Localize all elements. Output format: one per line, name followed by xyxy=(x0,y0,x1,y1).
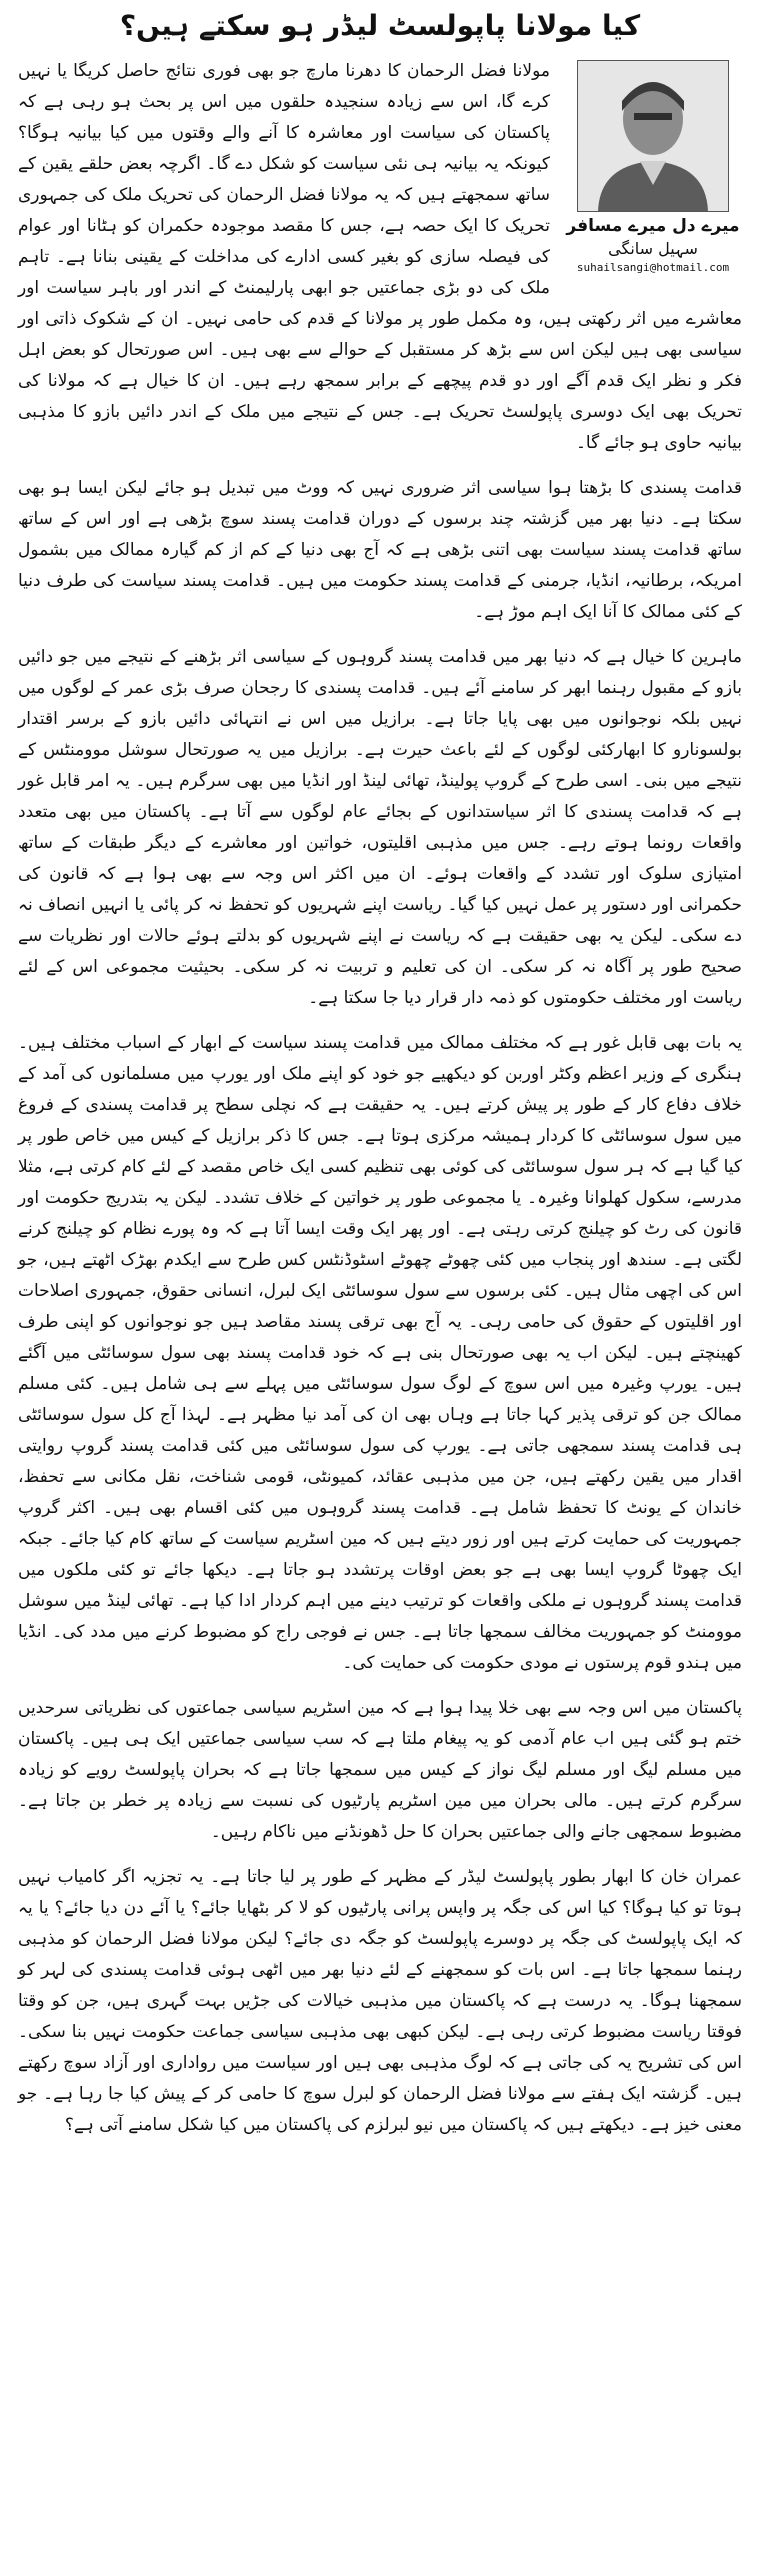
author-name: سہیل سانگی xyxy=(608,239,698,258)
person-icon xyxy=(578,61,728,211)
paragraph: قدامت پسندی کا بڑھتا ہوا سیاسی اثر ضروری نہیں کہ ووٹ میں تبدیل ہو جائے لیکن ایسا ہو بھی سکتا ہے۔ دنیا بھر میں گزشتہ چند برسوں کے دوران قدامت پسند سوچ بڑھی ہے اور اس کے ساتھ ساتھ قدامت پسند سیاست بھی اتنی بڑھی ہے کہ آج بھی دنیا کے کم از کم گیارہ ممالک میں بشمول امریکہ، برطانیہ، انڈیا، جرمنی کے قدامت پسند حکومت میں ہیں۔ قدامت پسند سیاست کی طرف دنیا کے کئی ممالک کا آنا ایک اہم موڑ ہے۔ xyxy=(18,478,742,622)
paragraph: پاکستان میں اس وجہ سے بھی خلا پیدا ہوا ہے کہ مین اسٹریم سیاسی جماعتوں کی نظریاتی سرحدیں ختم ہو گئی ہیں اب عام آدمی کو یہ پیغام ملتا ہے کہ سب سیاسی جماعتیں ایک ہی ہیں۔ پاکستان میں مسلم لیگ اور مسلم لیگ نواز کے کیس میں سمجھا جاتا ہے کہ بحران پاپولسٹ رویے کو زیادہ سرگرم کرتے ہیں۔ مالی بحران میں مین اسٹریم پارٹیوں کی نسبت سے زیادہ پر خطر بن جاتا ہے۔ مضبوط سمجھی جانے والی جماعتیں بحران کا حل ڈھونڈنے میں ناکام رہیں۔ xyxy=(18,1698,742,1842)
headline: کیا مولانا پاپولسٹ لیڈر ہو سکتے ہیں؟ xyxy=(119,9,641,42)
column-title: میرے دل میرے مسافر xyxy=(566,216,740,236)
author-email: suhailsangi@hotmail.com xyxy=(576,261,730,274)
paragraph: عمران خان کا ابھار بطور پاپولسٹ لیڈر کے مظہر کے طور پر لیا جاتا ہے۔ یہ تجزیہ اگر کامیاب نہیں ہوتا تو کیا ہوگا؟ کیا اس کی جگہ پر واپس پرانی پارٹیوں کو لا کر بٹھایا جائے؟ یا آئے دن دیا جائے؟ یا یہ کہ ایک پاپولسٹ کی جگہ پر دوسرے پاپولسٹ کو جگہ دی جائے؟ لیکن مولانا فضل الرحمان کو مذہبی رہنما سمجھا جاتا ہے۔ اس بات کو سمجھنے کے لئے دنیا بھر میں اٹھی ہوئی قدامت پسندی کی لہر کو سمجھنا ہوگا۔ یہ درست ہے کہ پاکستان میں مذہبی خیالات کی جڑیں بہت گہری ہیں، جن کو وقتا فوقتا ریاست مضبوط کرتی رہی ہے۔ لیکن کبھی بھی مذہبی سیاسی جماعت حکومت نہیں بنا سکی۔ اس کی تشریح یہ کی جاتی ہے کہ لوگ مذہبی بھی ہیں اور سیاست میں رواداری اور آزاد سوچ رکھتے ہیں۔ گزشتہ ایک ہفتے سے مولانا فضل الرحمان کو لبرل سوچ کا حامی کر کے پیش کیا جا رہا ہے۔ جو معنی خیز ہے۔ دیکھتے ہیں کہ پاکستان میں نیو لبرلزم کی پاکستان میں کیا شکل سامنے آتی ہے؟ xyxy=(18,1867,742,2135)
author-portrait xyxy=(577,60,729,212)
byline-box xyxy=(564,60,742,276)
paragraph: مولانا فضل الرحمان کا دھرنا مارچ جو بھی فوری نتائج حاصل کریگا یا نہیں کرے گا، اس سے زیادہ سنجیدہ حلقوں میں اس پر بحث ہو رہی ہے کہ پاکستان کی سیاست اور معاشرہ کا آنے والے وقتوں میں کیا بیانیہ ہوگا؟ کیونکہ یہ بیانیہ ہی نئی سیاست کو شکل دے گا۔ اگرچہ بعض حلقے یقین کے ساتھ سمجھتے ہیں کہ یہ مولانا فضل الرحمان کی تحریک ملک کی جمہوری تحریک کا ایک حصہ ہے، جس کا مقصد موجودہ حکمران کو ہٹانا اور عوام کی فیصلہ سازی کو بغیر کسی ادارے کی مداخلت کے یقینی بنانا ہے۔ تاہم ملک کی دو بڑی جماعتیں جو ابھی پارلیمنٹ کے اندر اور باہر سیاست اور معاشرے میں اثر رکھتی ہیں، وہ مکمل طور پر مولانا کے قدم کی حامی نہیں۔ ان کے شکوک ذاتی اور سیاسی بھی ہیں لیکن اس سے بڑھ کر مستقبل کے حوالے سے بھی ہیں۔ اس صورتحال کو بعض اہل فکر و نظر ایک قدم آگے اور دو قدم پیچھے کے برابر سمجھ رہے ہیں۔ ان کا خیال ہے کہ مولانا کی تحریک بھی ایک دوسری پاپولسٹ تحریک ہے۔ جس کے نتیجے میں ملک کے اندر دائیں بازو کا مذہبی بیانیہ حاوی ہو جائے گا۔ xyxy=(18,61,742,453)
paragraph: یہ بات بھی قابل غور ہے کہ مختلف ممالک میں قدامت پسند سیاست کے ابھار کے اسباب مختلف ہیں۔ ہنگری کے وزیر اعظم وکٹر اوربن کو دیکھیے جو خود کو اپنے ملک اور یورپ میں مسلمانوں کی آمد کے خلاف دفاع کار کے طور پر پیش کرتے ہیں۔ یہ حقیقت ہے کہ نچلی سطح پر قدامت پسندی کے فروغ میں سول سوسائٹی کا کردار ہمیشہ مرکزی ہوتا ہے۔ جس کا ذکر برازیل کے کیس میں خاص طور پر کیا گیا ہے کہ ہر سول سوسائٹی کی کوئی بھی تنظیم کسی ایک خاص مقصد کے لئے کام کرتی ہے، مثلا مدرسے، سکول کھلوانا وغیرہ۔ یا مجموعی طور پر خواتین کے خلاف تشدد۔ لیکن یہ بتدریج حکومت اور قانون کی رٹ کو چیلنج کرتی رہتی ہے۔ اور پھر ایک وقت ایسا آتا ہے کہ وہ پورے نظام کو چیلنج کرنے لگتی ہے۔ سندھ اور پنجاب میں کئی چھوٹے چھوٹے اسٹوڈنٹس کس طرح سے ایکدم بھڑک اٹھتے ہیں، جو اس کی اچھی مثال ہیں۔ کئی برسوں سے سول سوسائٹی ایک لبرل، انسانی حقوق، جمہوری اصلاحات اور اقلیتوں کے حقوق کی حامی رہی۔ یہ آج بھی ترقی پسند مقاصد ہیں جو نوجوانوں کو اپنی طرف کھینچتے ہیں۔ لیکن اب یہ بھی صورتحال بنی ہے کہ خود قدامت پسند بھی سول سوسائٹی میں آگئے ہیں۔ یورپ وغیرہ میں اس سوچ کے لوگ سول سوسائٹی میں پہلے سے ہی شامل ہیں۔ کئی مسلم ممالک جن کو ترقی پذیر کہا جاتا ہے وہاں بھی ان کی آمد نیا مظہر ہے۔ لہذا آج کل سول سوسائٹی ہی قدامت پسند سمجھی جاتی ہے۔ یورپ کی سول سوسائٹی میں کئی قدامت پسند گروپ روایتی اقدار میں یقین رکھتے ہیں، جن میں مذہبی عقائد، کمیونٹی، قومی شناخت، نقل مکانی سے تحفظ، خاندان کے یونٹ کا تحفظ شامل ہے۔ قدامت پسند گروہوں میں کئی اقسام بھی ہیں۔ اکثر گروپ جمہوریت کی حمایت کرتے ہیں اور زور دیتے ہیں کہ مین اسٹریم سیاست کے ساتھ کام کیا جائے۔ جبکہ ایک چھوٹا گروپ ایسا بھی ہے جو بعض اوقات پرتشدد ہو جاتا ہے۔ دیکھا جائے تو کئی ملکوں میں قدامت پسند گروہوں نے ملکی واقعات کو ترتیب دینے میں اہم کردار ادا کیا ہے۔ تھائی لینڈ میں سوشل موومنٹ کو جمہوریت مخالف سمجھا جاتا ہے۔ جس نے فوجی راج کو مضبوط کرنے میں مدد کی۔ انڈیا میں ہندو قوم پرستوں نے مودی حکومت کی حمایت کی۔ xyxy=(18,1033,742,1673)
paragraph: ماہرین کا خیال ہے کہ دنیا بھر میں قدامت پسند گروہوں کے سیاسی اثر بڑھنے کے نتیجے میں جو دائیں بازو کے مقبول رہنما ابھر کر سامنے آئے ہیں۔ قدامت پسندی کا رجحان صرف بڑی عمر کے لوگوں میں نہیں بلکہ نوجوانوں میں بھی پایا جاتا ہے۔ برازیل میں اس نے انتہائی دائیں بازو کے برسر اقتدار بولسونارو کا ابھارکئی لوگوں کے لئے باعث حیرت ہے۔ برازیل میں یہ صورتحال سوشل موومنٹس کے نتیجے میں بنی۔ اسی طرح کے گروپ پولینڈ، تھائی لینڈ اور انڈیا میں بھی سرگرم ہیں۔ یہ امر قابل غور ہے کہ قدامت پسندی کا اثر سیاستدانوں کے بجائے عام لوگوں سے آتا ہے۔ پاکستان میں بھی متعدد واقعات رونما ہوتے رہے۔ جس میں مذہبی اقلیتوں، خواتین اور معاشرے کے دیگر طبقات کے ساتھ امتیازی سلوک اور تشدد کے واقعات ہوئے۔ ان میں اکثر اس وجہ سے بھی ہوا ہے کہ قانون کی حکمرانی اور دستور پر عمل نہیں کیا گیا۔ ریاست اپنے شہریوں کو تحفظ نہ کر پائی یا انہیں انصاف نہ دے سکی۔ لیکن یہ بھی حقیقت ہے کہ ریاست نے اپنے شہریوں کو بدلتے ہوئے حالات اور نظریات سے صحیح طور پر آگاہ نہ کر سکی۔ ان کی تعلیم و تربیت نہ کر سکی۔ بحیثیت مجموعی اس کے لئے ریاست اور مختلف حکومتوں کو ذمہ دار قرار دیا جا سکتا ہے۔ xyxy=(18,647,742,1008)
